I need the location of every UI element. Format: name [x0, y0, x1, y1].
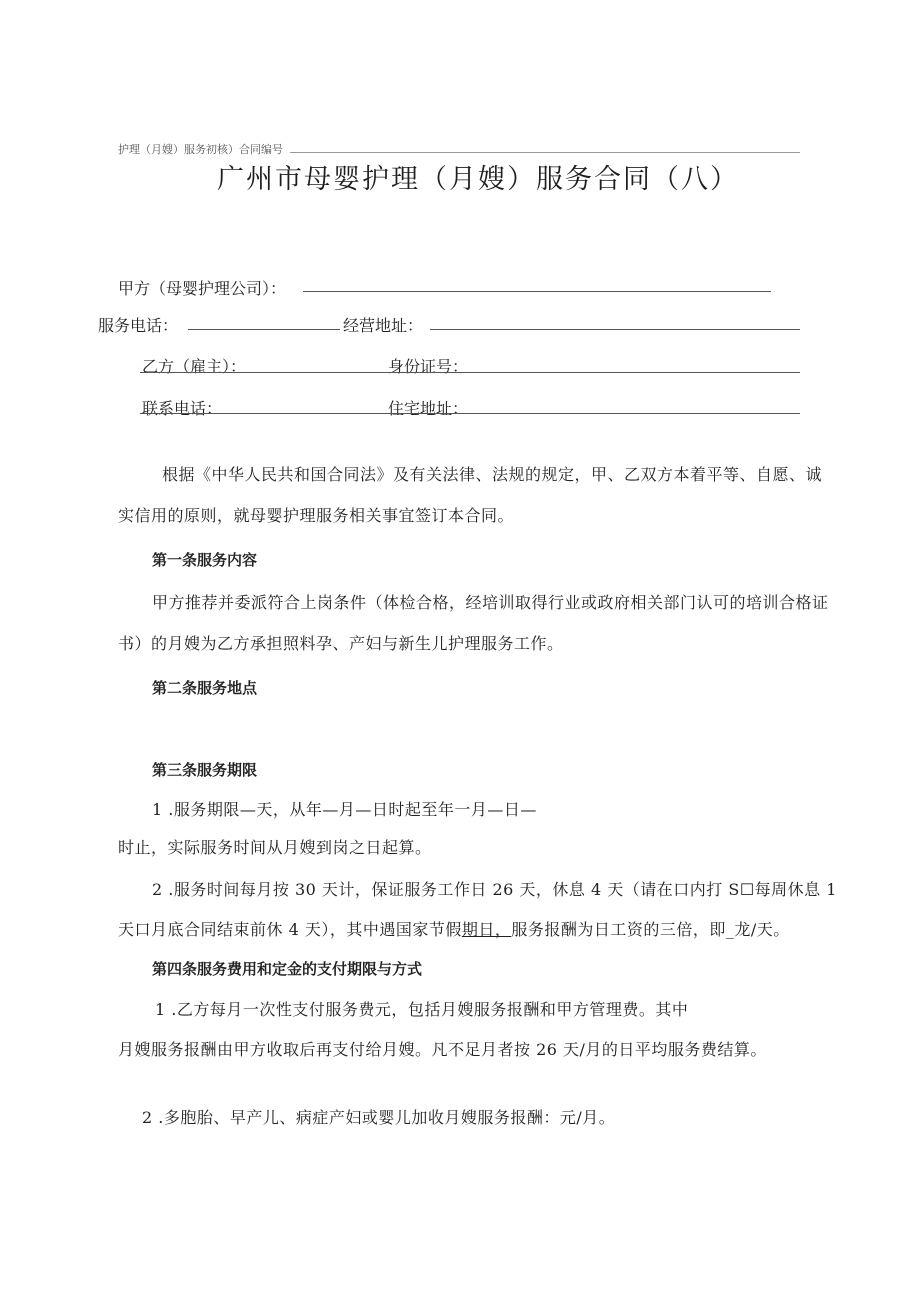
contract-number-line [290, 152, 800, 153]
page-title: 广州市母婴护理（月嫂）服务合同（八） [217, 164, 739, 195]
party-b-phone-address-field[interactable] [140, 413, 800, 414]
article-3-item-2-text-b: 服务报酬为日工资的三倍，即_龙/天。 [511, 920, 790, 939]
party-b-name-label: 乙方（雇主）： [142, 357, 247, 376]
article-2-heading: 第二条服务地点 [152, 679, 258, 697]
article-1-line-1: 甲方推荐并委派符合上岗条件（体检合格，经培训取得行业或政府相关部门认可的培训合格证 [152, 593, 829, 612]
article-3-item-1-line-1: 1 .服务期限—天，从年—月—日时起至年一月—日— [152, 800, 537, 819]
party-b-name-id-field[interactable] [140, 372, 800, 373]
party-b-address-label: 住宅地址： [388, 399, 469, 418]
article-3-item-2-line-2 [118, 917, 790, 940]
party-a-phone-label: 服务电话： [98, 316, 179, 335]
party-b-id-label: 身份证号： [388, 357, 469, 376]
party-a-phone-field[interactable] [188, 329, 340, 330]
holiday-underlined-text: 期日， [461, 920, 512, 939]
contract-number-label: 护理（月嫂）服务初核）合同编号 [118, 143, 283, 156]
intro-line-1: 根据《中华人民共和国合同法》及有关法律、法规的规定，甲、乙双方本着平等、自愿、诚 [162, 465, 823, 484]
article-4-item-1-line-1: 1 .乙方每月一次性支付服务费元，包括月嫂服务报酬和甲方管理费。其中 [155, 1000, 689, 1019]
article-4-item-1-line-2: 月嫂服务报酬由甲方收取后再支付给月嫂。凡不足月者按 26 天/月的日平均服务费结算。 [118, 1040, 767, 1059]
article-1-line-2: 书）的月嫂为乙方承担照料孕、产妇与新生儿护理服务工作。 [118, 634, 564, 653]
party-a-company-label: 甲方（母婴护理公司）： [118, 279, 287, 298]
article-4-heading: 第四条服务费用和定金的支付期限与方式 [152, 960, 423, 978]
party-a-company-field[interactable] [303, 291, 771, 292]
intro-line-2: 实信用的原则，就母婴护理服务相关事宜签订本合同。 [118, 506, 515, 525]
party-a-address-field[interactable] [430, 329, 800, 330]
article-3-item-2-text-a: 天口月底合同结束前休 4 天），其中遇国家节假 [118, 920, 462, 939]
article-3-item-1-line-2: 时止，实际服务时间从月嫂到岗之日起算。 [118, 838, 432, 857]
article-4-item-2: 2 .多胞胎、早产儿、病症产妇或婴儿加收月嫂服务报酬：元/月。 [142, 1108, 616, 1127]
party-a-address-label: 经营地址： [343, 316, 424, 335]
article-1-heading: 第一条服务内容 [152, 551, 258, 569]
party-b-phone-label: 联系电话： [142, 399, 223, 418]
article-3-heading: 第三条服务期限 [152, 761, 258, 779]
article-3-item-2-line-1: 2 .服务时间每月按 30 天计，保证服务工作日 26 天，休息 4 天（请在口内打 S☐每周休息 1 [152, 880, 837, 899]
